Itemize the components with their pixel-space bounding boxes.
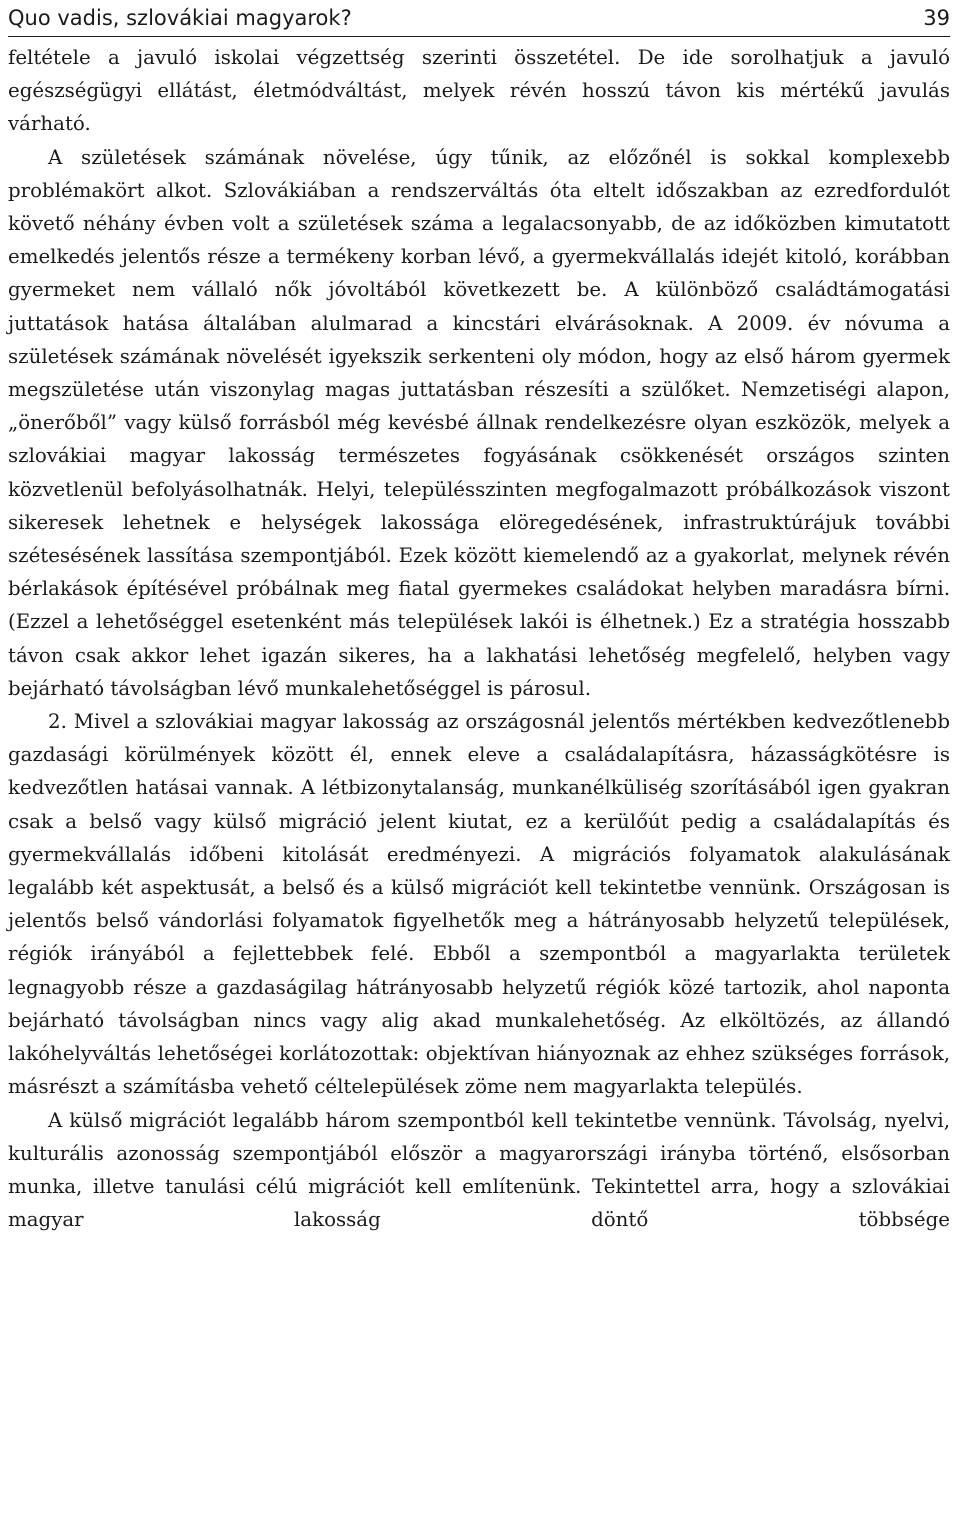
paragraph-2: A születések számának növelése, úgy tűnik, az előzőnél is sokkal komplexebb problémakört alkot. Szlovákiában a rendszerváltás óta eltelt időszakban az ezredfordulót követő néhány évben volt a születések száma a legalacsonyabb, de az időközben kimutatott emelkedés jelentős része a termékeny korban lévő, a gyermekvállalás idejét kitoló, korábban gyermeket nem vállaló nők jóvoltából következett be. A különböző családtámogatási juttatások hatása általában alulmarad a kincstári elvárásoknak. A 2009. év nóvuma a születések számának növelését igyekszik serkenteni oly módon, hogy az első három gyermek megszületése után viszonylag magas juttatásban részesíti a szülőket. Nemzetiségi alapon, „önerőből” vagy külső forrásból még kevésbé állnak rendelkezésre olyan eszközök, melyek a szlovákiai magyar lakosság természetes fogyásának csökkenését országos szinten közvetlenül befolyásolhatnák. Helyi, településszinten megfogalmazott próbálkozások viszont sikeresek lehetnek e helységek lakossága elöregedésének, infrastruktúrájuk további szétesésének lassítása szempontjából. Ezek között kiemelendő az a gyakorlat, melynek révén bérlakások építésével próbálnak meg fiatal gyermekes családokat helyben maradásra bírni. (Ezzel a lehetőséggel esetenként más települések lakói is élhetnek.) Ez a stratégia hosszabb távon csak akkor lehet igazán sikeres, ha a lakhatási lehetőség megfelelő, helyben vagy bejárható távolságban lévő munkalehetőséggel is párosul. (8, 145, 950, 700)
body-text (8, 41, 950, 1236)
paragraph-1: feltétele a javuló iskolai végzettség szerinti összetétel. De ide sorolhatjuk a javuló egészségügyi ellátást, életmódváltást, melyek révén hosszú távon kis mértékű javulás várható. (8, 46, 950, 136)
paragraph-3: 2. Mivel a szlovákiai magyar lakosság az országosnál jelentős mértékben kedvezőtlenebb gazdasági körülmények között él, ennek eleve a családalapításra, házasságkötésre is kedvezőtlen hatásai vannak. A létbizonytalanság, munkanélküliség szorításából igen gyakran csak a belső vagy külső migráció jelent kiutat, ez a kerülőút pedig a családalapítás és gyermekvállalás időbeni kitolását eredményezi. A migrációs folyamatok alakulásának legalább két aspektusát, a belső és a külső migrációt kell tekintetbe vennünk. Országosan is jelentős belső vándorlási folyamatok figyelhetők meg a hátrányosabb helyzetű települések, régiók irányából a fejlettebbek felé. Ebből a szempontból a magyarlakta területek legnagyobb része a gazdaságilag hátrányosabb helyzetű régiók közé tartozik, ahol naponta bejárható távolságban nincs vagy alig akad munkalehetőség. Az elköltözés, az állandó lakóhelyváltás lehetőségei korlátozottak: objektívan hiányoznak az ehhez szükséges források, másrészt a számításba vehető céltelepülések zöme nem magyarlakta település. (8, 710, 950, 1099)
page-number: 39 (923, 6, 950, 30)
running-header (8, 0, 950, 36)
running-title: Quo vadis, szlovákiai magyarok? (8, 6, 352, 30)
header-rule (8, 36, 950, 37)
paragraph-4: A külső migrációt legalább három szempontból kell tekintetbe vennünk. Távolság, nyelvi, kulturális azonosság szempontjából először a magyarországi irányba történő, elsősorban munka, illetve tanulási célú migrációt kell említenünk. Tekintettel arra, hogy a szlovákiai magyar lakosság döntő többsége (8, 1108, 950, 1232)
